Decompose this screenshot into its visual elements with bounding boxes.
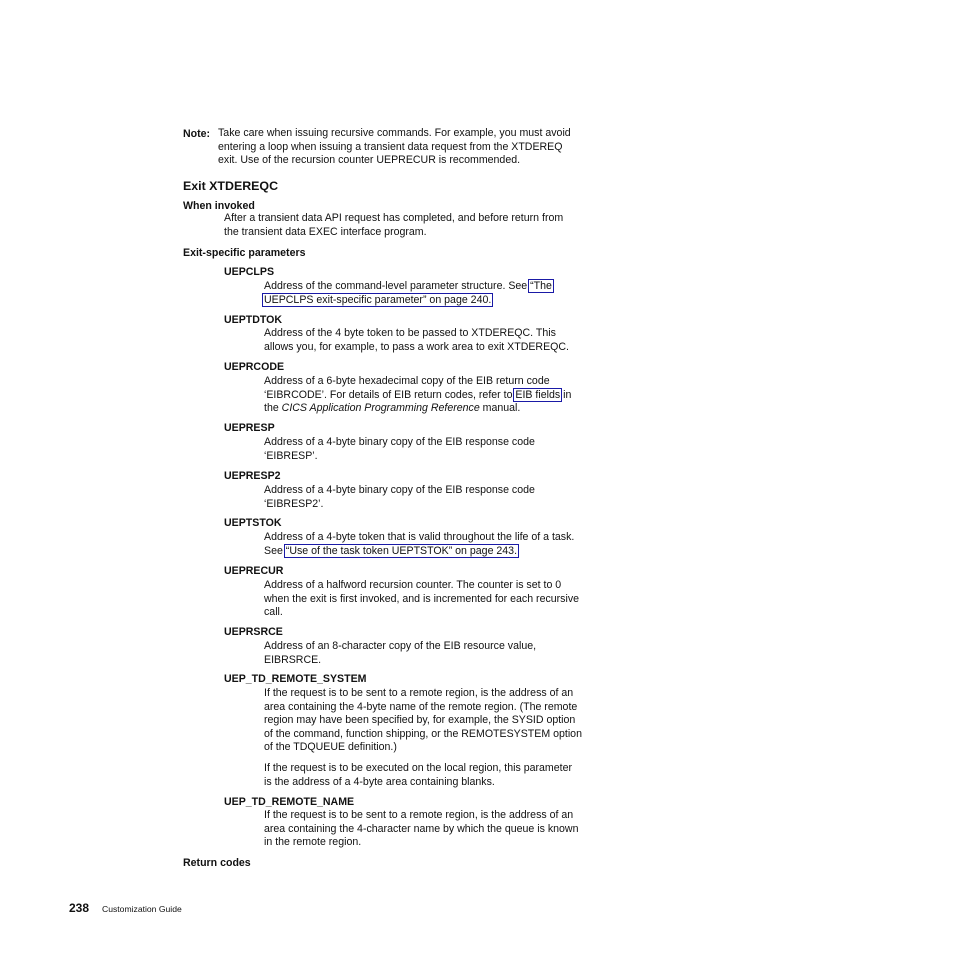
- param-def-uepresp: [264, 436, 535, 463]
- param-def-ueptdtok: [264, 327, 569, 354]
- param-def-ueprcode: [264, 375, 571, 416]
- param-text: manual.: [479, 402, 521, 415]
- param-term-ueptdtok: UEPTDTOK: [224, 314, 283, 326]
- note-line: Take care when issuing recursive commands. For example, you must avoid: [218, 127, 571, 139]
- note-text: [218, 127, 571, 168]
- param-def-uepclps: [264, 280, 552, 307]
- param-term-ueprcode: UEPRCODE: [224, 361, 285, 373]
- param-line: Address of a 4-byte token that is valid throughout the life of a task.: [264, 531, 575, 543]
- param-line: Address of the 4 byte token to be passed to XTDEREQC. This: [264, 327, 556, 339]
- param-line: If the request is to be sent to a remote region, is the address of an: [264, 687, 574, 699]
- param-line: ‘EIBRESP’.: [264, 449, 318, 462]
- param-line: EIBRSRCE.: [264, 653, 322, 666]
- param-term-ueprecur: UEPRECUR: [224, 565, 284, 577]
- xref-link-eib-fields[interactable]: EIB fields: [515, 388, 561, 401]
- param-line: If the request is to be sent to a remote region, is the address of an: [264, 809, 574, 821]
- param-term-uepresp: UEPRESP: [224, 422, 275, 434]
- param-line: If the request is to be executed on the local region, this parameter: [264, 762, 572, 774]
- params-heading: Exit-specific parameters: [183, 247, 306, 259]
- page-number: 238: [69, 901, 90, 915]
- param-term-remote-name: UEP_TD_REMOTE_NAME: [224, 796, 355, 808]
- when-invoked-line: the transient data EXEC interface program.: [224, 225, 427, 238]
- param-line: is the address of a 4-byte area containing blanks.: [264, 775, 495, 788]
- xref-link-uepclps-cont[interactable]: UEPCLPS exit-specific parameter” on page 240.: [264, 293, 492, 306]
- param-line: area containing the 4-byte name of the remote region. (The remote: [264, 700, 578, 713]
- section-title: Exit XTDEREQC: [183, 179, 279, 193]
- param-text: See: [264, 544, 286, 557]
- note-line: exit. Use of the recursion counter UEPRECUR is recommended.: [218, 154, 521, 167]
- param-def-remote-system-2: [264, 762, 572, 789]
- note-line: entering a loop when issuing a transient data request from the XTDEREQ: [218, 140, 563, 153]
- param-text: the: [264, 402, 282, 415]
- param-def-uepresp2: [264, 484, 535, 511]
- when-invoked-line: After a transient data API request has completed, and before return from: [224, 212, 564, 224]
- param-term-remote-system: UEP_TD_REMOTE_SYSTEM: [224, 673, 367, 685]
- param-line: Address of a 4-byte binary copy of the EIB response code: [264, 484, 535, 496]
- param-text: ‘EIBRCODE’. For details of EIB return codes, refer to: [264, 388, 516, 401]
- param-line: when the exit is first invoked, and is incremented for each recursive: [264, 592, 580, 605]
- xref-link-uepclps[interactable]: “The: [530, 280, 552, 292]
- xref-link-ueptstok[interactable]: “Use of the task token UEPTSTOK” on page 243.: [285, 544, 518, 557]
- param-line: allows you, for example, to pass a work area to exit XTDEREQC.: [264, 340, 569, 353]
- param-line: in the remote region.: [264, 836, 362, 849]
- param-term-uepresp2: UEPRESP2: [224, 470, 281, 482]
- param-text: in: [560, 388, 572, 401]
- return-codes-heading: Return codes: [183, 857, 251, 869]
- book-title: Customization Guide: [102, 904, 182, 914]
- param-line: Address of a 4-byte binary copy of the EIB response code: [264, 436, 535, 448]
- when-invoked-text: [224, 212, 563, 239]
- param-def-ueprecur: [264, 579, 579, 620]
- param-line: of the command, function shipping, or the REMOTESYSTEM option: [264, 727, 582, 740]
- param-def-remote-system: [264, 687, 582, 755]
- note-label: Note:: [183, 128, 211, 140]
- param-line: region may have been specified by, for example, the SYSID option: [264, 714, 576, 727]
- param-term-ueptstok: UEPTSTOK: [224, 517, 282, 529]
- param-def-remote-name: [264, 809, 578, 850]
- param-line: call.: [264, 606, 283, 619]
- param-line: ‘EIBRESP2’.: [264, 497, 324, 510]
- param-line: Address of an 8-character copy of the EIB resource value,: [264, 640, 537, 652]
- param-line: of the TDQUEUE definition.): [264, 741, 397, 754]
- param-line: area containing the 4-character name by which the queue is known: [264, 822, 579, 835]
- param-term-ueprsrce: UEPRSRCE: [224, 626, 283, 638]
- param-def-ueprsrce: [264, 640, 536, 667]
- param-text: Address of the command-level parameter structure. See: [264, 280, 531, 292]
- param-def-ueptstok: [264, 531, 574, 558]
- when-invoked-heading: When invoked: [183, 200, 255, 212]
- param-line: Address of a 6-byte hexadecimal copy of the EIB return code: [264, 375, 550, 387]
- param-term-uepclps: UEPCLPS: [224, 266, 275, 278]
- param-line: Address of a halfword recursion counter. The counter is set to 0: [264, 579, 562, 591]
- book-title-ref: CICS Application Programming Reference: [281, 402, 480, 415]
